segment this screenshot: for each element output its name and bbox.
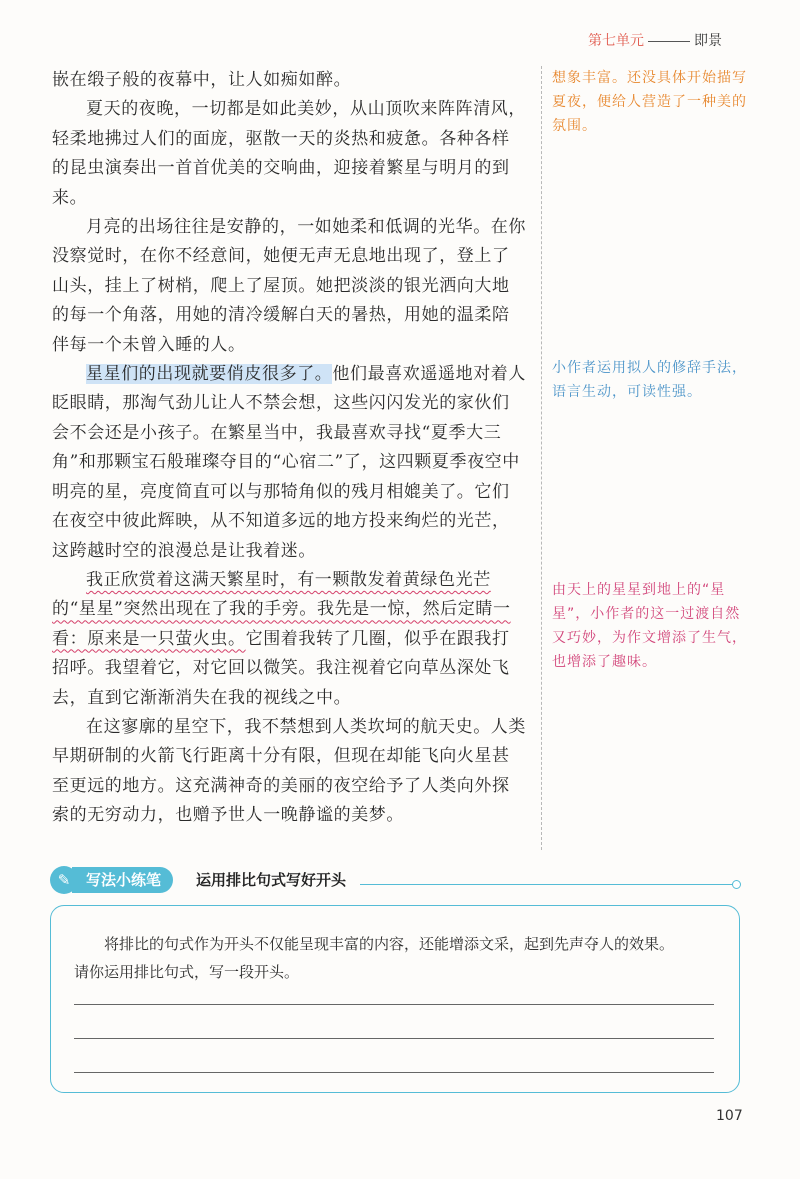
exercise-text bbox=[74, 930, 724, 986]
paragraph-3 bbox=[52, 360, 526, 566]
paragraph-0: 嵌在缎子般的夜幕中，让人如痴如醉。 bbox=[52, 70, 352, 90]
margin-note-personification: 小作者运用拟人的修辞手法，语言生动，可读性强。 bbox=[552, 360, 747, 400]
margin-note-imagination: 想象丰富。还没具体开始描写夏夜，便给人营造了一种美的氛围。 bbox=[552, 70, 747, 134]
exercise-instruction: 将排比的句式作为开头不仅能呈现丰富的内容，还能增添文采，起到先声夺人的效果。 bbox=[104, 935, 675, 953]
paragraph-4 bbox=[52, 566, 526, 713]
section-subtitle: 运用排比句式写好开头 bbox=[196, 871, 347, 889]
section-rule bbox=[360, 884, 736, 885]
paragraph-2: 月亮的出场往往是安静的，一如她柔和低调的光华。在你没察觉时，在你不经意间，她便无声无息地出现了，登上了山头，挂上了树梢，爬上了屋顶。她把淡淡的银光洒向大地的每一个角落，用她的清冷缓解白天的暑热，用她的温柔陪伴每一个未曾入睡的人。 bbox=[52, 217, 526, 355]
unit-label: 第七单元 bbox=[588, 33, 644, 49]
writing-line-2[interactable] bbox=[74, 1038, 714, 1039]
writing-line-3[interactable] bbox=[74, 1072, 714, 1073]
exercise-prompt: 请你运用排比句式，写一段开头。 bbox=[74, 963, 300, 981]
section-tag: 写法小练笔 bbox=[72, 867, 173, 893]
paragraph-4-rest: 它围着我转了几圈，似乎在跟我打招呼。我望着它，对它回以微笑。我注视着它向草丛深处飞去，直到它渐渐消失在我的视线之中。 bbox=[52, 628, 510, 708]
page-number: 107 bbox=[716, 1108, 743, 1124]
page-header bbox=[588, 30, 722, 50]
margin-divider bbox=[541, 66, 542, 850]
paragraph-5: 在这寥廓的星空下，我不禁想到人类坎坷的航天史。人类早期研制的火箭飞行距离十分有限，但现在却能飞向火星甚至更远的地方。这充满神奇的美丽的夜空给予了人类向外探索的无穷动力，也赠予世人一晚静谧的美梦。 bbox=[52, 716, 526, 826]
margin-note-transition: 由天上的星星到地上的“星星”，小作者的这一过渡自然又巧妙，为作文增添了生气，也增添了趣味。 bbox=[552, 582, 747, 670]
pen-icon: ✎ bbox=[50, 866, 78, 894]
highlighted-sentence: 星星们的出现就要俏皮很多了。 bbox=[86, 364, 333, 385]
paragraph-3-rest: 他们最喜欢遥遥地对着人眨眼睛，那淘气劲儿让人不禁会想，这些闪闪发光的家伙们会不会还是小孩子。在繁星当中，我最喜欢寻找“夏季大三角”和那颗宝石般璀璨夺目的“心宿二”了，这四颗夏季夜空中明亮的星，亮度简直可以与那犄角似的残月相媲美了。它们在夜空中彼此辉映，从不知道多远的地方投来绚烂的光芒，这跨越时空的浪漫总是让我着迷。 bbox=[52, 364, 527, 561]
paragraph-1: 夏天的夜晚，一切都是如此美妙，从山顶吹来阵阵清风，轻柔地拂过人们的面庞，驱散一天的炎热和疲惫。各种各样的昆虫演奏出一首首优美的交响曲，迎接着繁星与明月的到来。 bbox=[52, 99, 526, 208]
title-blank bbox=[648, 41, 690, 42]
essay-body bbox=[52, 66, 526, 831]
section-rule-dot bbox=[732, 880, 741, 889]
underlined-sentence: 我正欣赏着这满天繁星时，有一颗散发着黄绿色光芒的“星星”突然出现在了我的手旁。我先是一惊，然后定睛一看：原来是一只萤火虫。 bbox=[52, 569, 511, 649]
unit-title: 即景 bbox=[694, 33, 722, 49]
writing-line-1[interactable] bbox=[74, 1004, 714, 1005]
